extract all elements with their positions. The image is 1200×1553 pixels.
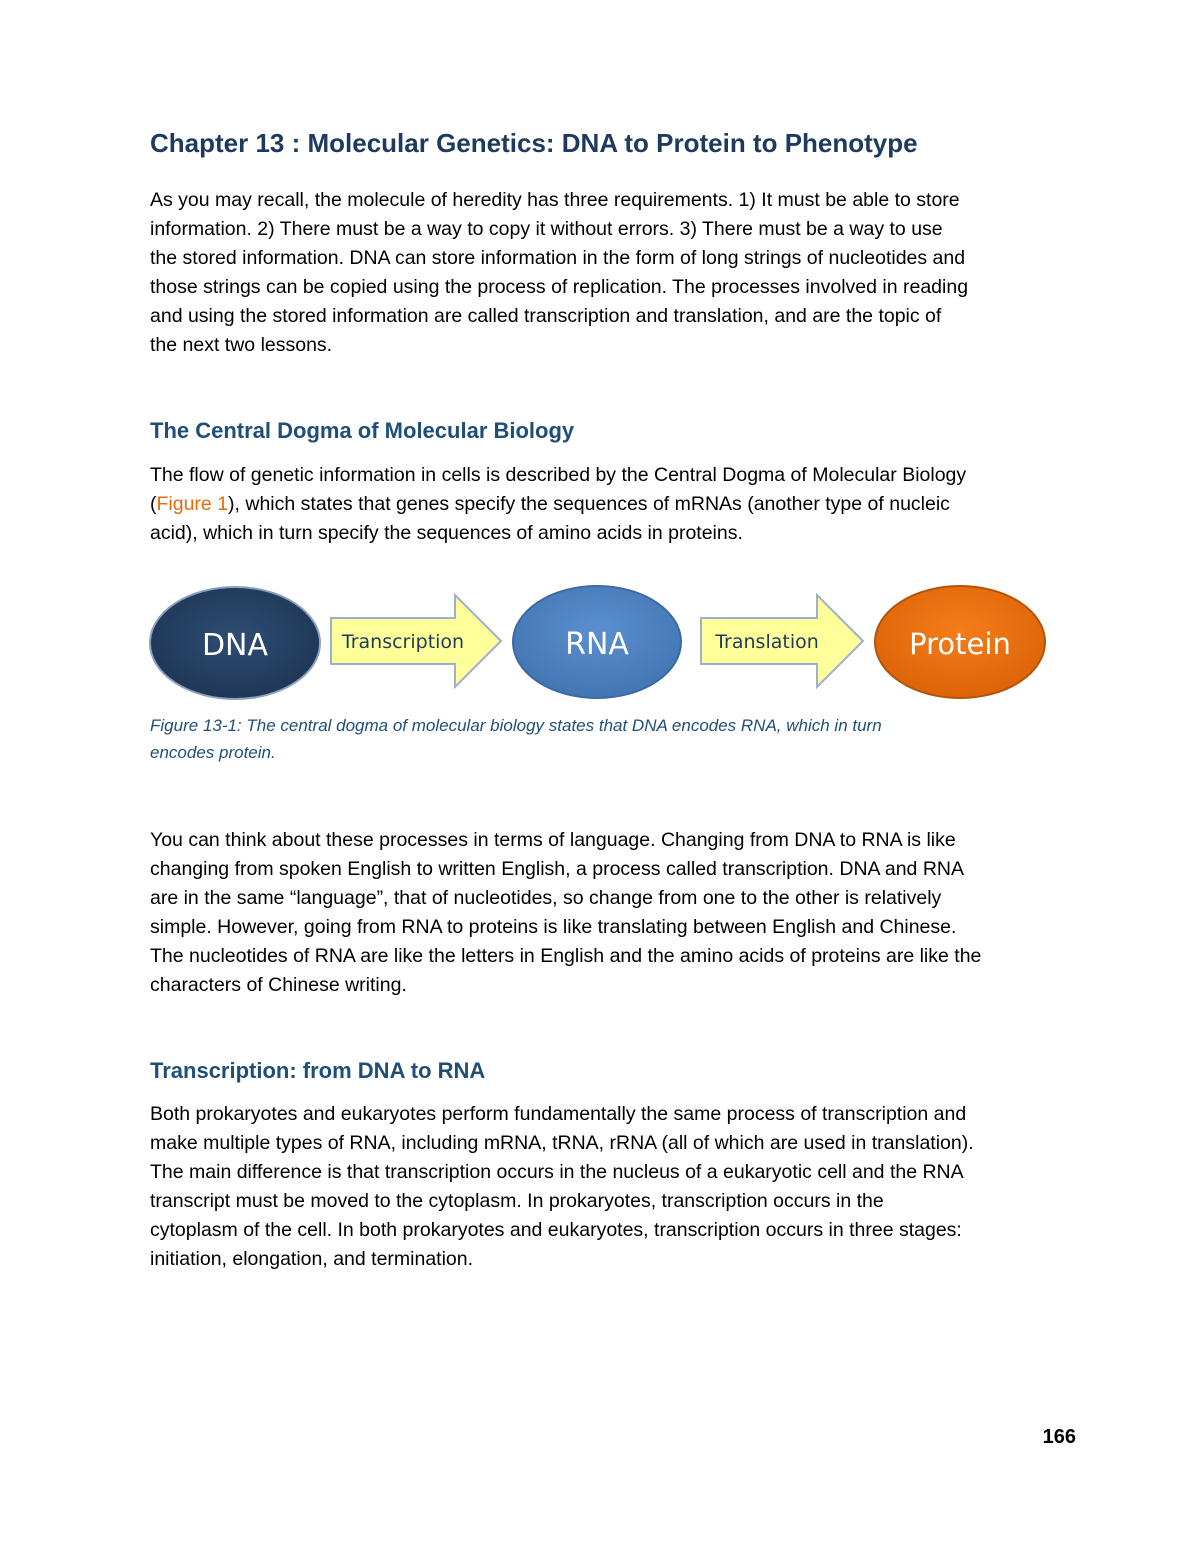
transcription-arrow-label: Transcription	[341, 631, 465, 653]
intro-paragraph	[150, 186, 1090, 360]
transcription-line: cytoplasm of the cell. In both prokaryotes and eukaryotes, transcription occurs in three stages:	[150, 1219, 962, 1241]
protein-node	[875, 586, 1045, 698]
intro-line: the stored information. DNA can store information in the form of long strings of nucleotides and	[150, 247, 966, 269]
protein-label: Protein	[909, 627, 1011, 661]
page-number: 166	[1042, 1426, 1076, 1448]
transcription-line: transcript must be moved to the cytoplasm. In prokaryotes, transcription occurs in the	[150, 1190, 884, 1212]
central-dogma-line	[150, 490, 1090, 519]
transcription-line: initiation, elongation, and termination.	[150, 1248, 474, 1270]
central-dogma-line-rest: ), which states that genes specify the sequences of mRNAs (another type of nucleic	[228, 493, 950, 515]
rna-node	[513, 586, 681, 698]
rna-label: RNA	[565, 627, 629, 662]
central-dogma-paragraph	[150, 461, 1090, 548]
language-line: simple. However, going from RNA to proteins is like translating between English and Chinese.	[150, 916, 957, 938]
transcription-line: The main difference is that transcription occurs in the nucleus of a eukaryotic cell and the RNA	[150, 1161, 964, 1183]
translation-arrow-label: Translation	[715, 631, 819, 653]
intro-line: those strings can be copied using the process of replication. The processes involved in reading	[150, 276, 969, 298]
central-dogma-line: acid), which in turn specify the sequences of amino acids in proteins.	[150, 522, 743, 544]
transcription-heading: Transcription: from DNA to RNA	[150, 1058, 486, 1083]
figure-caption	[150, 712, 882, 766]
central-dogma-diagram	[145, 585, 1055, 705]
translation-arrow	[701, 595, 863, 687]
language-line: You can think about these processes in terms of language. Changing from DNA to RNA is like	[150, 829, 956, 851]
language-line: changing from spoken English to written English, a process called transcription. DNA and RNA	[150, 858, 964, 880]
central-dogma-heading: The Central Dogma of Molecular Biology	[150, 418, 575, 443]
intro-line: the next two lessons.	[150, 334, 333, 356]
chapter-title: Chapter 13 : Molecular Genetics: DNA to Protein to Phenotype	[150, 128, 918, 158]
language-line: are in the same “language”, that of nucleotides, so change from one to the other is relatively	[150, 887, 942, 909]
dna-node	[150, 587, 320, 699]
transcription-line: make multiple types of RNA, including mRNA, tRNA, rRNA (all of which are used in translation).	[150, 1132, 974, 1154]
central-dogma-line: The flow of genetic information in cells is described by the Central Dogma of Molecular Biology	[150, 464, 967, 486]
language-line: characters of Chinese writing.	[150, 974, 407, 996]
language-paragraph	[150, 826, 1090, 1000]
paren-open: (	[150, 493, 157, 515]
caption-line: Figure 13-1: The central dogma of molecular biology states that DNA encodes RNA, which in turn	[150, 716, 882, 735]
dna-label: DNA	[201, 628, 269, 663]
transcription-paragraph	[150, 1100, 1090, 1274]
figure-reference-link[interactable]: Figure 1	[156, 493, 229, 515]
language-line: The nucleotides of RNA are like the letters in English and the amino acids of proteins are like the	[150, 945, 982, 967]
intro-line: and using the stored information are called transcription and translation, and are the topic of	[150, 305, 942, 327]
intro-line: As you may recall, the molecule of heredity has three requirements. 1) It must be able to store	[150, 189, 960, 211]
intro-line: information. 2) There must be a way to copy it without errors. 3) There must be a way to use	[150, 218, 943, 240]
transcription-line: Both prokaryotes and eukaryotes perform fundamentally the same process of transcription and	[150, 1103, 967, 1125]
transcription-arrow	[331, 595, 501, 687]
caption-line: encodes protein.	[150, 743, 276, 762]
